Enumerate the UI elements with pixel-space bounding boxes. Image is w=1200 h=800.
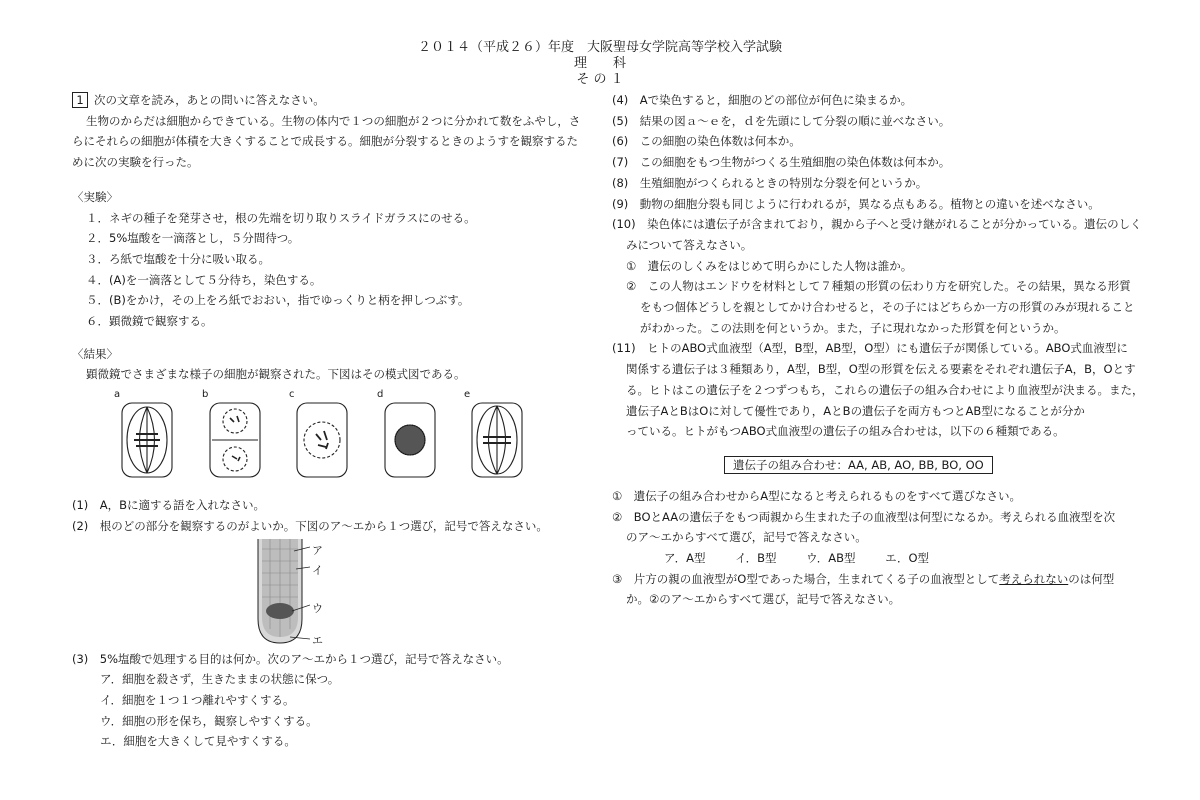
question-5: (5) 結果の図ａ～ｅを，ｄを先頭にして分裂の順に並べなさい。 [612, 113, 951, 128]
question-number-box: 1 [72, 92, 88, 108]
left-column [72, 90, 592, 752]
question-4: (4) Aで染色すると，細胞のどの部位が何色に染まるか。 [612, 93, 913, 107]
root-label-u: ウ [312, 601, 323, 615]
question-11-cont: る。ヒトはこの遺伝子を２つずつもち，これらの遺伝子の組み合わせにより血液型が決まる。また， [626, 382, 1144, 397]
cell-diagram [72, 401, 592, 481]
gene-combination-box: 遺伝子の組み合わせ：AA, AB, AO, BB, BO, OO [724, 456, 993, 474]
question-11-sub3-cont: か。②のア～エからすべて選び，記号で答えなさい。 [626, 592, 901, 607]
question-6: (6) この細胞の染色体数は何本か。 [612, 134, 801, 149]
option-i: イ．細胞を１つ１つ離れやすくする。 [100, 692, 295, 707]
cell-c-prophase [297, 403, 347, 477]
question-11-cont: 遺伝子AとBはOに対して優性であり，AとBの遺伝子を両方もつとAB型になることが分か [626, 403, 1085, 418]
question-10-sub2: ② この人物はエンドウを材料として７種類の形質の伝わり方を研究した。その結果，異なる形質 [626, 279, 1131, 294]
exam-part: そ の １ [576, 72, 624, 87]
cell-b-telophase [210, 403, 260, 477]
question-10: (10) 染色体には遺伝子が含まれており，親から子へと受け継がれることが分かっている。遺伝のしく [612, 217, 1142, 232]
intro-line: 生物のからだは細胞からできている。生物の体内で１つの細胞が２つに分かれて数をふやし，さ [86, 113, 581, 128]
choice-a-type: ア．A型 [664, 551, 706, 566]
experiment-step: ６．顕微鏡で観察する。 [86, 314, 213, 329]
exam-subject: 理 科 [573, 56, 626, 71]
root-label-a: ア [312, 543, 323, 557]
sub3-text: ③ 片方の親の血液型がO型であった場合，生まれてくる子の血液型として [612, 571, 1000, 586]
question-9: (9) 動物の細胞分裂も同じように行われるが，異なる点もある。植物との違いを述べなさい。 [612, 196, 1100, 211]
experiment-step: ５．(B)をかけ，その上をろ紙でおおい，指でゆっくりと柄を押しつぶす。 [86, 293, 470, 308]
question-11-sub2: ② BOとAAの遺伝子をもつ両親から生まれた子の血液型は何型になるか。考えられる血液型を次 [612, 509, 1116, 524]
intro-line: めに次の実験を行った。 [72, 155, 199, 170]
question-11-sub2-cont: のア～エからすべて選び，記号で答えなさい。 [626, 530, 867, 545]
sub3-text-end: のは何型 [1068, 571, 1115, 586]
question-10-sub1: ① 遺伝のしくみをはじめて明らかにした人物は誰か。 [626, 258, 913, 273]
question-1: (1) A，Bに適する語を入れなさい。 [72, 498, 266, 513]
question-10-cont: みについて答えなさい。 [626, 237, 753, 252]
experiment-step: ２．5%塩酸を一滴落とし，５分間待つ。 [86, 231, 300, 246]
cell-d-interphase [385, 403, 435, 477]
root-label-e: エ [312, 633, 323, 647]
cell-label-c: c [289, 389, 295, 401]
blood-type-choices [612, 548, 1132, 569]
choice-o-type: エ．O型 [885, 551, 930, 566]
result-text: 顕微鏡でさまざまな様子の細胞が観察された。下図はその模式図である。 [86, 367, 466, 382]
experiment-step: ４．(A)を一滴落として５分待ち，染色する。 [86, 272, 322, 287]
cell-a-metaphase [122, 403, 172, 477]
option-e: エ．細胞を大きくして見やすくする。 [100, 734, 296, 749]
choice-ab-type: ウ．AB型 [806, 551, 856, 566]
question-11-sub3 [612, 569, 1132, 590]
question-2: (2) 根のどの部分を観察するのがよいか。下図のア～エから１つ選び，記号で答えなさい。 [72, 518, 548, 533]
question-7: (7) この細胞をもつ生物がつくる生殖細胞の染色体数は何本か。 [612, 155, 951, 170]
question-3: (3) 5%塩酸で処理する目的は何か。次のア～エから１つ選び，記号で答えなさい。 [72, 651, 509, 666]
experiment-step: ３．ろ紙で塩酸を十分に吸い取る。 [86, 251, 270, 266]
cell-letter-row [72, 385, 592, 399]
right-column [612, 90, 1144, 610]
option-u: ウ．細胞の形を保ち，観察しやすくする。 [100, 713, 318, 728]
result-heading: 〈結果〉 [72, 346, 118, 361]
experiment-step: １．ネギの種子を発芽させ，根の先端を切り取りスライドガラスにのせる。 [86, 210, 476, 225]
question-8: (8) 生殖細胞がつくられるときの特別な分裂を何というか。 [612, 175, 928, 190]
choice-b-type: イ．B型 [735, 551, 777, 566]
exam-title: ２０１４（平成２６）年度 大阪聖母女学院高等学校入学試験 [417, 40, 782, 55]
question-11-sub1: ① 遺伝子の組み合わせからA型になると考えられるものをすべて選びなさい。 [612, 488, 1021, 503]
question-11-cont: っている。ヒトがもつABO式血液型の遺伝子の組み合わせは，以下の６種類である。 [626, 424, 1065, 439]
cell-label-a: a [114, 389, 121, 401]
experiment-heading: 〈実験〉 [72, 189, 118, 204]
cell-label-d: d [377, 389, 384, 401]
option-a: ア．細胞を殺さず，生きたままの状態に保つ。 [100, 672, 340, 687]
question-10-sub2-cont: をもつ個体どうしを親としてかけ合わせると，その子にはどちらか一方の形質のみが現れること [640, 300, 1135, 315]
intro-line: らにそれらの細胞が体積を大きくすることで成長する。細胞が分裂するときのようすを観察するた [72, 134, 578, 149]
sub3-underlined-text: 考えられない [999, 571, 1069, 586]
question-11-cont: 関係する遺伝子は３種類あり，A型，B型，O型の形質を伝える要素をそれぞれ遺伝子A，B，Oとす [626, 362, 1136, 377]
cell-label-e: e [464, 389, 471, 401]
root-tip-diagram [72, 537, 592, 649]
cell-label-b: b [202, 389, 209, 401]
cell-e-anaphase [472, 403, 522, 477]
root-label-i: イ [312, 563, 323, 577]
question-instruction: 次の文章を読み，あとの問いに答えなさい。 [94, 93, 325, 107]
question-11: (11) ヒトのABO式血液型（A型，B型，AB型，O型）にも遺伝子が関係している。ABO式血液型に [612, 341, 1128, 356]
question-10-sub2-cont: がわかった。この法則を何というか。また，子に現れなかった形質を何というか。 [640, 320, 1066, 335]
